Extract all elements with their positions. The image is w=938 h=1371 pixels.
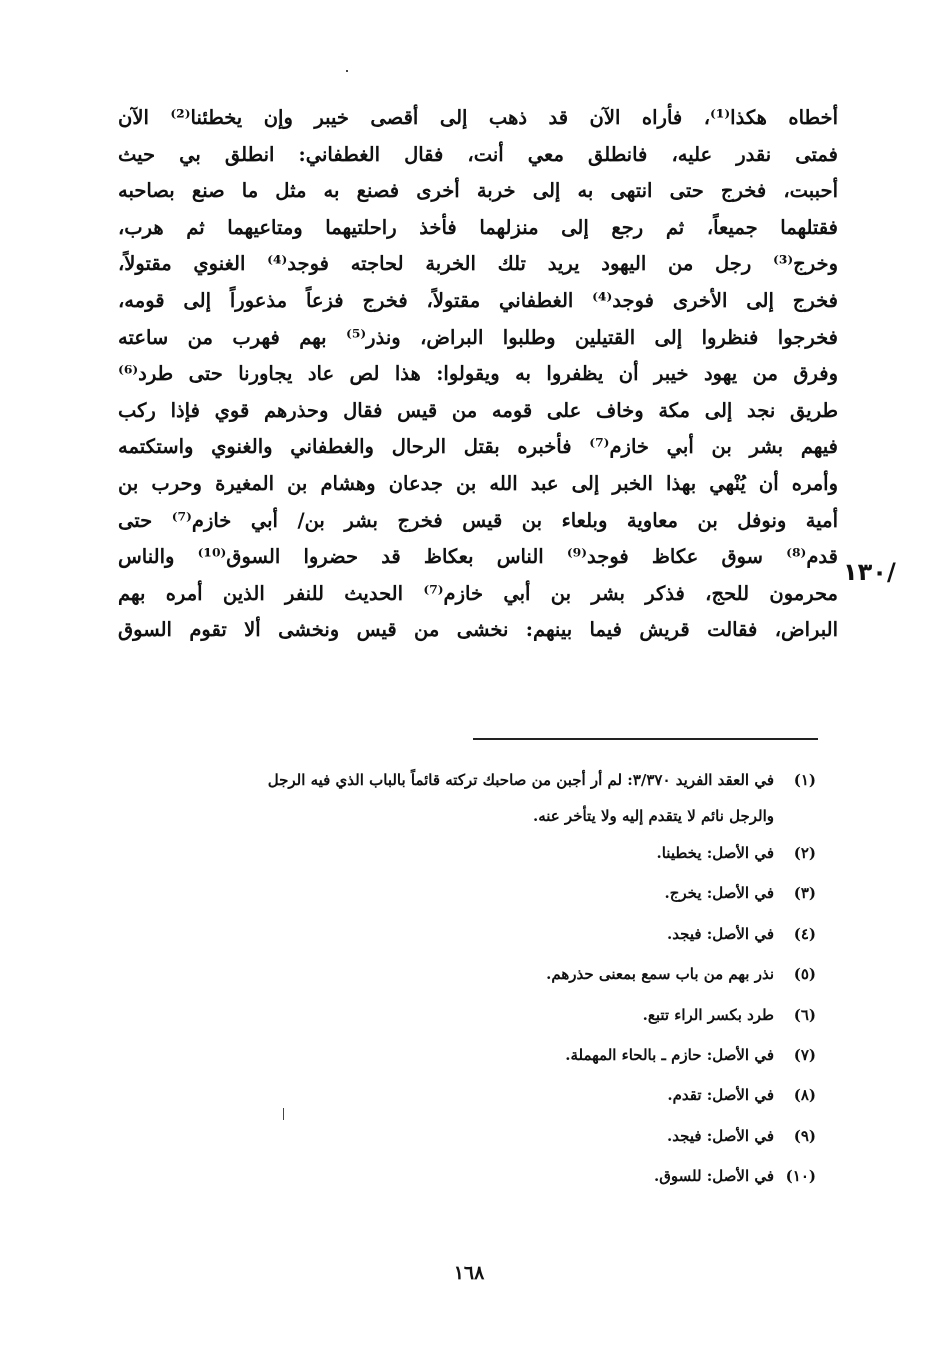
footnote-item xyxy=(118,1158,816,1198)
footnote-item xyxy=(118,1037,816,1077)
text-line: محرمون للحج، فذكر بشر بن أبي خازم⁽⁷⁾ الحديث للنفر الذين أمره بهم xyxy=(118,581,838,605)
margin-reference-number: /١٣٠ xyxy=(843,558,896,586)
text-line: فمتى نقدر عليه، فانطلق معي أنت، فقال الغطفاني: انطلق بي حيث xyxy=(118,142,838,166)
footnote-continuation: والرجل نائم لا يتقدم إليه ولا يتأخر عنه. xyxy=(532,807,774,825)
text-line: فقتلهما جميعاً، ثم رجع إلى منزلهما فأخذ راحلتيهما ومتاعيهما ثم هرب، xyxy=(118,215,838,239)
text-line: فخرجوا فنظروا إلى القتيلين وطلبوا البراض، ونذر⁽⁵⁾ بهم فهرب من ساعته xyxy=(118,325,838,349)
footnote-item xyxy=(118,875,816,915)
footnote-number: (٦) xyxy=(793,1005,816,1024)
footnotes-block xyxy=(118,762,816,1199)
page-number: ١٦٨ xyxy=(453,1262,485,1284)
text-line: وفرق من يهود خيبر أن يظفروا به ويقولوا: هذا لص عاد يجاورنا حتى طرد⁽⁶⁾ xyxy=(118,362,838,386)
scan-speck xyxy=(283,1108,284,1120)
footnote-number: (٣) xyxy=(793,884,816,903)
footnote-text: في الأصل: حازم ـ بالحاء المهملة. xyxy=(565,1045,774,1064)
footnote-text: في الأصل: فيجد. xyxy=(667,1126,774,1145)
footnote-separator xyxy=(473,738,818,740)
text-line: البراض، فقالت قريش فيما بينهم: نخشى من قيس ونخشى ألا تقوم السوق xyxy=(118,618,838,642)
footnote-number: (١٠) xyxy=(785,1167,816,1186)
footnote-item xyxy=(118,997,816,1037)
footnote-text: في الأصل: فيجد. xyxy=(667,924,774,943)
text-line: وخرج⁽³⁾ رجل من اليهود يريد تلك الخربة لحاجته فوجد⁽⁴⁾ الغنوي مقتولاً، xyxy=(118,252,838,276)
main-text-block xyxy=(118,100,838,649)
scan-speck xyxy=(346,70,348,72)
footnote-number: (٧) xyxy=(793,1045,816,1064)
footnote-item xyxy=(118,762,816,835)
footnote-text: في العقد الفريد ٣/٣٧٠: لم أر أجبن من صاحبك تركته قائماً بالباب الذي فيه الرجل xyxy=(267,771,774,789)
text-line: أمية ونوفل بن معاوية وبلعاء بن قيس فخرج بشر بن/ أبي خازم⁽⁷⁾ حتى xyxy=(118,508,838,532)
footnote-item xyxy=(118,1118,816,1158)
text-line: قدم⁽⁸⁾ سوق عكاظ فوجد⁽⁹⁾ الناس بعكاظ قد حضروا السوق⁽¹⁰⁾ والناس xyxy=(118,545,838,569)
footnote-text: في الأصل: يخرج. xyxy=(664,884,774,903)
footnote-text: في الأصل: للسوق. xyxy=(654,1167,774,1186)
text-line: فخرج إلى الأخرى فوجد⁽⁴⁾ الغطفاني مقتولاً، فخرج فزعاً مذعوراً إلى قومه، xyxy=(118,288,838,312)
footnote-text: طرد بكسر الراء تتبع. xyxy=(642,1005,774,1024)
text-line: طريق نجد إلى مكة وخاف على قومه من قيس فقال وحذرهم قوي فإذا ركب xyxy=(118,398,838,422)
footnote-number: (٥) xyxy=(793,965,816,984)
footnote-item xyxy=(118,956,816,996)
text-line: فيهم بشر بن أبي خازم⁽⁷⁾ فأخبره بقتل الرحال والغطفاني والغنوي واستكتمه xyxy=(118,435,838,459)
footnote-number: (١) xyxy=(793,771,816,789)
text-line: أخطاه هكذا⁽¹⁾، فأراه الآن قد ذهب إلى أقصى خيبر وإن يخطئنا⁽²⁾ الآن xyxy=(118,106,838,129)
footnote-number: (٤) xyxy=(793,924,816,943)
footnote-item xyxy=(118,1077,816,1117)
footnote-number: (٩) xyxy=(793,1126,816,1145)
footnote-text: في الأصل: يخطينا. xyxy=(656,844,774,862)
footnote-number: (٨) xyxy=(793,1086,816,1105)
footnote-text: نذر بهم من باب سمع بمعنى حذرهم. xyxy=(546,965,774,984)
text-line: أحببت، فخرج حتى انتهى به إلى خربة أخرى فصنع به مثل ما صنع بصاحبه xyxy=(118,179,838,203)
footnote-item xyxy=(118,835,816,875)
footnote-item xyxy=(118,916,816,956)
footnote-text: في الأصل: تقدم. xyxy=(667,1086,774,1105)
footnote-number: (٢) xyxy=(793,844,816,862)
text-line: وأمره أن يُنْهي بهذا الخبر إلى عبد الله بن جدعان وهشام بن المغيرة وحرب بن xyxy=(118,471,838,495)
